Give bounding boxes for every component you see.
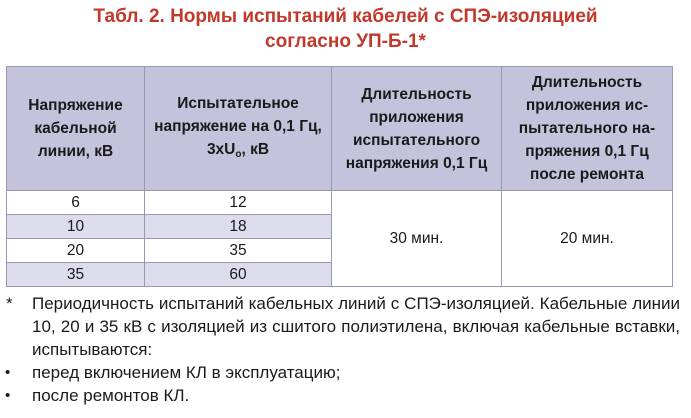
table-header-row xyxy=(7,67,673,191)
header-test-voltage-text: Испытательное напряжение на 0,1 Гц, 3xU xyxy=(154,94,322,158)
cell-voltage: 35 xyxy=(7,263,145,287)
cell-test-voltage: 12 xyxy=(145,191,332,215)
cell-test-voltage: 35 xyxy=(145,239,332,263)
list-item xyxy=(0,361,680,384)
header-test-voltage xyxy=(145,67,332,191)
header-cable-voltage: Напряжение кабельной линии, кВ xyxy=(7,67,145,191)
test-norms-table xyxy=(6,66,673,287)
footnote xyxy=(0,292,680,361)
list-item-text: перед включением КЛ в эксплуатацию; xyxy=(32,363,341,382)
cell-test-voltage: 18 xyxy=(145,215,332,239)
table-title-line-2: согласно УП-Б-1* xyxy=(265,31,426,52)
table-title-line-1: Табл. 2. Нормы испытаний кабелей с СПЭ-изоляцией xyxy=(93,6,598,27)
cell-test-voltage: 60 xyxy=(145,263,332,287)
cell-voltage: 6 xyxy=(7,191,145,215)
header-duration-after-repair: Длительность приложения испытательного напряжения 0,1 Гц после ремонта xyxy=(502,67,673,191)
footnote-block xyxy=(0,292,680,407)
header-test-voltage-subscript: о xyxy=(235,148,242,160)
list-item xyxy=(0,384,680,407)
header-duration: Длительность приложения испытательного напряжения 0,1 Гц xyxy=(332,67,502,191)
cell-voltage: 10 xyxy=(7,215,145,239)
table-row xyxy=(7,191,673,215)
cell-duration-after-repair: 20 мин. xyxy=(502,191,673,287)
cell-duration: 30 мин. xyxy=(332,191,502,287)
list-item-text: после ремонтов КЛ. xyxy=(32,386,190,405)
header-test-voltage-unit: , кВ xyxy=(241,140,270,158)
bullet-icon: • xyxy=(5,387,11,404)
asterisk-mark: * xyxy=(6,294,13,313)
table-title xyxy=(0,4,691,54)
bullet-icon: • xyxy=(5,364,11,381)
footnote-text: Периодичность испытаний кабельных линий с СПЭ-изоляцией. Кабельные линии 10, 20 и 35 кВ с изоляцией из сшитого полиэтилена, включая кабельные вставки, испытываются: xyxy=(32,294,680,359)
cell-voltage: 20 xyxy=(7,239,145,263)
